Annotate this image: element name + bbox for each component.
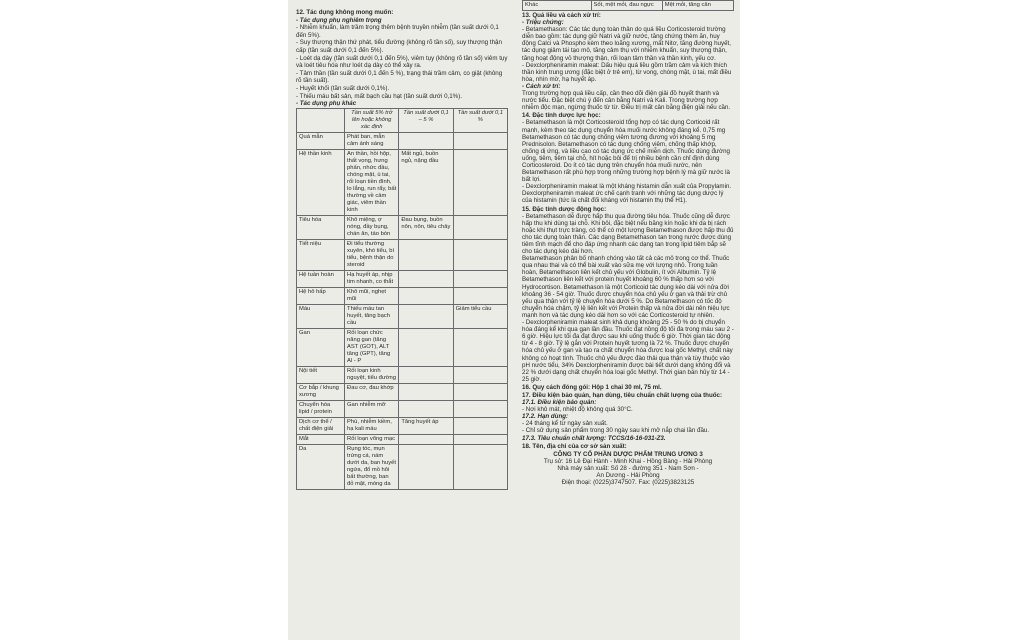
- overdose-text: - Betamethason: Các tác dụng toàn thân do quá liều Corticosteroid trường diễn bao gồm: tác dụng giữ Natri và giữ nước, tăng chứng thèm ăn, huy động Calci và Phospho kèm theo loãng xương, mất Nitơ, tăng đường huyết, tác dụng giảm tái tạo mô, tăng cảm thụ với nhiễm khuẩn, suy thượng thận, tăng hoạt động vỏ thượng thận, rối loạn tâm thần và thần kinh, yếu cơ.: [522, 26, 731, 62]
- table-cell: [453, 215, 507, 239]
- table-cell: Phù, nhiễm kiềm, hạ kali máu: [345, 417, 399, 434]
- pharmacokinetics-text: Betamethason phân bố nhanh chóng vào tất cả các mô trong cơ thể. Thuốc qua nhau thai và có thể bài xuất vào sữa mẹ với lượng nhỏ. Trong tuần hoàn, Betamethason liên kết chủ yếu với Globulin, ít với Albumin. Tỷ lệ Betamethason liên kết với protein huyết khoảng 60 % thấp hơn so với Hydrocortison. Betamethason là một Corticoid tác dụng kéo dài với nửa đời khoảng 36 - 54 giờ. Thuốc được chuyển hóa chủ yếu ở gan và thải trừ chủ yếu qua thận với tỷ lệ chuyển hóa dưới 5 %. Do Betamethason có tốc độ chuyển hóa chậm, tỷ lệ liên kết với Protein thấp và nửa đời dài nên hiệu lực mạnh hơn và tác dụng kéo dài hơn so với các Corticosteroid tự nhiên.: [522, 255, 730, 319]
- table-row: [297, 417, 508, 434]
- table-cell: [453, 132, 507, 149]
- table-row: [297, 215, 508, 239]
- table-row: [297, 149, 508, 215]
- table-row: [297, 304, 508, 328]
- serious-effects-heading: - Tác dụng phụ nghiêm trọng: [296, 16, 382, 24]
- table-cell: Đau bụng, buồn nôn, nôn, tiêu chảy: [399, 215, 453, 239]
- table-row-label: Hệ thần kinh: [297, 149, 345, 215]
- table-cell: [399, 383, 453, 400]
- side-effects-table-body: [297, 132, 508, 489]
- table-row-label: Tiêu hóa: [297, 215, 345, 239]
- table-cell: [399, 400, 453, 417]
- table-cell: [453, 149, 507, 215]
- table-row-label: Hệ hô hấp: [297, 287, 345, 304]
- table-cell: [453, 444, 507, 489]
- table-row: [297, 270, 508, 287]
- other-effects-heading: - Tác dụng phụ khác: [296, 100, 357, 108]
- table-cell: [399, 444, 453, 489]
- table-cell: Mệt mỏi, tăng cân: [662, 1, 733, 11]
- table-cell: Đi tiểu thường xuyên, khó tiểu, bí tiểu, bệnh thận do steroid: [345, 239, 399, 270]
- table-row: [297, 383, 508, 400]
- treatment-text: Trong trường hợp quá liều cấp, cần theo dõi điện giải đồ huyết thanh và nước tiểu. Đặc biệt chú ý đến cân bằng Natri và Kali. Trong trường hợp nhiễm độc mạn, ngừng thuốc từ từ. Điều trị mất cân bằng điện giải nếu cần.: [522, 90, 731, 112]
- table-cell: Rối loạn võng mạc: [345, 434, 399, 444]
- table-header: [297, 108, 345, 132]
- table-cell: [399, 366, 453, 383]
- section-14-heading: 14. Đặc tính dược lực học:: [522, 112, 601, 120]
- factory-address-2: An Dương - Hải Phòng: [596, 472, 660, 479]
- pharmacokinetics-text: - Dexclorpheniramin maleat sinh khả dụng khoảng 25 - 50 % do bị chuyển hóa đáng kể khi qua gan lần đầu. Thuốc đạt nồng độ tối đa trong máu sau 2 - 6 giờ. Hiệu lực tối đa đạt được sau khi uống thuốc 6 giờ. Thời gian tác động từ 4 - 8 giờ. Tỷ lệ gắn với Protein huyết tương là 72 %. Thuốc được chuyển hóa chủ yếu ở gan và tạo ra chất chuyển hóa được loại gốc Methyl, chất này không có hoạt tính. Thuốc chủ yếu được đào thải qua thận và tùy thuộc vào pH nước tiểu, 34% Dexclorpheniramin được bài tiết dưới dạng không đổi và 22 % dưới dạng chất chuyển hóa loại gốc Methyl. Thời gian bán hủy từ 14 - 25 giờ.: [522, 319, 734, 383]
- pharmacodynamics-text: - Dexclorpheniramin maleat là một kháng histamin dẫn xuất của Propylamin. Dexclorpheniramin maleat ức chế cạnh tranh với những tác dụng dược lý của histamin (tức là chất đối kháng với histamin thụ thể H1).: [522, 183, 732, 205]
- shelf-life-text: - 24 tháng kể từ ngày sản xuất.: [522, 420, 608, 428]
- table-cell: [399, 239, 453, 270]
- table-cell: Giảm tiểu cầu: [453, 304, 507, 328]
- table-row-label: Cơ bắp / khung xương: [297, 383, 345, 400]
- table-cell: Đau cơ, đau khớp: [345, 383, 399, 400]
- side-effects-table: [296, 108, 508, 490]
- side-effect-line: - Suy thượng thận thứ phát, tiểu đường (không rõ tần số), suy thượng thận cấp (tần suất dưới 0,1 đến 5%).: [296, 39, 502, 54]
- quality-standard: 17.3. Tiêu chuẩn chất lượng: TCCS/16-16-031-Z3.: [522, 434, 666, 442]
- side-effect-line: - Nhiễm khuẩn, làm trầm trọng thêm bệnh truyền nhiễm (tần suất dưới 0,1 đến 5%).: [296, 24, 499, 39]
- shelf-life-heading: 17.2. Hạn dùng:: [522, 413, 569, 421]
- section-17-heading: 17. Điều kiện bảo quản, hạn dùng, tiêu chuẩn chất lượng của thuốc:: [522, 391, 723, 399]
- table-row-label: Hệ tuần hoàn: [297, 270, 345, 287]
- table-header: Tần suất dưới 0,1 %: [453, 108, 507, 132]
- table-cell: Sốt, mệt mỏi, đau ngực: [591, 1, 662, 11]
- table-header: Tần suất 5% trở lên hoặc không xác định: [345, 108, 399, 132]
- table-row-label: Da: [297, 444, 345, 489]
- table-cell: An thần, hồi hộp, thất vọng, hưng phấn, nhức đầu, chóng mặt, ù tai, rối loạn tiền đình, lo lắng, run rẩy, bất thường về cảm giác, viêm thần kinh: [345, 149, 399, 215]
- table-cell: [399, 287, 453, 304]
- overdose-text: - Dexclorpheniramin maleat: Dấu hiệu quá liều gồm trầm cảm và kích thích thần kinh trung ương (đặc biệt ở trẻ em), từ vong, chóng mặt, ù tai, mất điều hòa, nhìn mờ, hạ huyết áp.: [522, 61, 732, 83]
- table-cell: Gan nhiễm mỡ: [345, 400, 399, 417]
- table-cell: Rối loạn chức năng gan (tăng AST (GOT), ALT tăng (GPT), tăng Al - P: [345, 328, 399, 366]
- table-cell: [453, 287, 507, 304]
- table-cell: [399, 132, 453, 149]
- table-row-label: Tiết niệu: [297, 239, 345, 270]
- table-row-label: Gan: [297, 328, 345, 366]
- table-cell: Hạ huyết áp, nhịp tim nhanh, co thắt: [345, 270, 399, 287]
- shelf-life-text: - Chỉ sử dụng sản phẩm trong 30 ngày sau khi mở nắp chai lần đầu.: [522, 427, 710, 435]
- side-effect-line: - Thiếu máu bất sản, mất bạch cầu hạt (tần suất dưới 0,1%).: [296, 92, 462, 100]
- table-row: [297, 239, 508, 270]
- storage-heading: 17.1. Điều kiện bảo quản:: [522, 399, 597, 407]
- symptoms-heading: - Triệu chứng:: [522, 19, 564, 27]
- table-cell: [453, 328, 507, 366]
- pharmacodynamics-text: - Betamethason là một Corticosteroid tổng hợp có tác dụng Corticoid rất mạnh, kèm theo tác dụng chuyển hóa muối nước không đáng kể. 0,75 mg Betamethason có tác dụng chống viêm tương đương với khoảng 5 mg Prednisolon. Betamethason có tác dụng chống viêm, chống thấp khớp, chống dị ứng, và liều cao có tác dụng ức chế miễn dịch. Thuốc dùng đường uống, tiêm, tiêm tại chỗ, hít hoặc bôi để trị nhiều bệnh cần chỉ định dùng Corticosteroid. Do ít có tác dụng trên chuyển hóa muối nước, nên Betamethason rất phù hợp trong những trường hợp bệnh lý mà giữ nước là bất lợi.: [522, 119, 730, 184]
- table-row: [297, 132, 508, 149]
- table-cell: [399, 304, 453, 328]
- table-cell: Phát ban, mẫn cảm ánh sáng: [345, 132, 399, 149]
- table-cell: Khác: [523, 1, 592, 11]
- table-cell: [453, 417, 507, 434]
- treatment-heading: - Cách xử trí:: [522, 82, 561, 90]
- table-row-label: Chuyển hóa lipid / protein: [297, 400, 345, 417]
- table-header-row: [297, 108, 508, 132]
- left-column: [296, 8, 508, 640]
- table-cell: [453, 239, 507, 270]
- table-cell: Rối loạn kinh nguyệt, tiểu đường: [345, 366, 399, 383]
- section-12-heading: 12. Tác dụng không mong muốn:: [296, 9, 394, 16]
- section-16-heading: 16. Quy cách đóng gói: Hộp 1 chai 30 ml, 75 ml.: [522, 383, 662, 391]
- side-effect-line: - Huyết khối (tần suất dưới 0,1%).: [296, 84, 390, 92]
- table-cell: [453, 366, 507, 383]
- table-cell: Tăng huyết áp: [399, 417, 453, 434]
- table-row: [297, 366, 508, 383]
- side-effect-line: - Tâm thần (tần suất dưới 0,1 đến 5 %), trạng thái trầm cảm, co giật (không rõ tần suất).: [296, 69, 503, 85]
- table-cell: [453, 383, 507, 400]
- table-row-label: Nội tiết: [297, 366, 345, 383]
- factory-address: Nhà máy sản xuất: Số 28 - đường 351 - Nam Sơn -: [557, 464, 699, 472]
- section-18-heading: 18. Tên, địa chỉ của cơ sở sản xuất:: [522, 442, 627, 450]
- section-15-heading: 15. Đặc tính dược động học:: [522, 205, 607, 213]
- table-row: [523, 1, 734, 11]
- storage-text: - Nơi khô mát, nhiệt độ không quá 30°C.: [522, 406, 633, 414]
- table-header: Tần suất dưới 0,1 – 5 %: [399, 108, 453, 132]
- table-row: [297, 444, 508, 489]
- table-row: [297, 287, 508, 304]
- company-name: CÔNG TY CỔ PHẦN DƯỢC PHẨM TRUNG ƯƠNG 3: [553, 450, 703, 458]
- table-cell: Mất ngủ, buồn ngủ, nặng đầu: [399, 149, 453, 215]
- table-cell: [399, 328, 453, 366]
- section-13-heading: 13. Quá liều và cách xử trí:: [522, 12, 601, 19]
- table-cell: [453, 270, 507, 287]
- table-row-label: Quá mẫn: [297, 132, 345, 149]
- table-cell: [453, 400, 507, 417]
- table-row-label: Mắt: [297, 434, 345, 444]
- table-cell: Khô mũi, nghẹt mũi: [345, 287, 399, 304]
- pharmacokinetics-text: - Betamethason dễ được hấp thu qua đường tiêu hóa. Thuốc cũng dễ được hấp thu khi dùng tại chỗ. Khi bôi, đặc biệt nếu băng kín hoặc khi da bị rách hoặc khi thụt trực tràng, có thể có một lượng Betamethason được hấp thu đủ cho tác dụng toàn thân. Các dạng Betamethason tan trong nước được dùng tiêm tĩnh mạch để cho đáp ứng nhanh các dạng tan trong lipid tiêm bắp sẽ cho tác dụng kéo dài hơn.: [522, 212, 734, 256]
- table-cell: [453, 434, 507, 444]
- table-cell: Rụng tóc, mụn trứng cá, nám dưới da, ban huyết ngứa, đổ mồ hôi bất thường, ban đỏ mặt, móng da: [345, 444, 399, 489]
- company-phone: Điện thoại: (0225)3747507. Fax: (0225)3823125: [561, 479, 695, 487]
- table-row: [297, 400, 508, 417]
- table-row-label: Dịch cơ thể / chất điện giải: [297, 417, 345, 434]
- table-cell: [399, 270, 453, 287]
- table-row: [297, 328, 508, 366]
- continued-table: [522, 0, 734, 11]
- right-column: [522, 0, 734, 640]
- table-cell: Khô miệng, ợ nóng, đầy bụng, chán ăn, táo bón: [345, 215, 399, 239]
- table-row-label: Máu: [297, 304, 345, 328]
- company-address: Trụ sở: 16 Lê Đại Hành - Minh Khai - Hồng Bàng - Hải Phòng: [543, 457, 713, 465]
- table-cell: [399, 434, 453, 444]
- table-cell: Thiếu máu tan huyết, tăng bạch cầu: [345, 304, 399, 328]
- table-row: [297, 434, 508, 444]
- side-effect-line: - Loét dạ dày (tần suất dưới 0,1 đến 5%), viêm tụy (không rõ tần số) viêm tụy và loét tiêu hóa như loét dạ dày có thể xảy ra.: [296, 54, 508, 70]
